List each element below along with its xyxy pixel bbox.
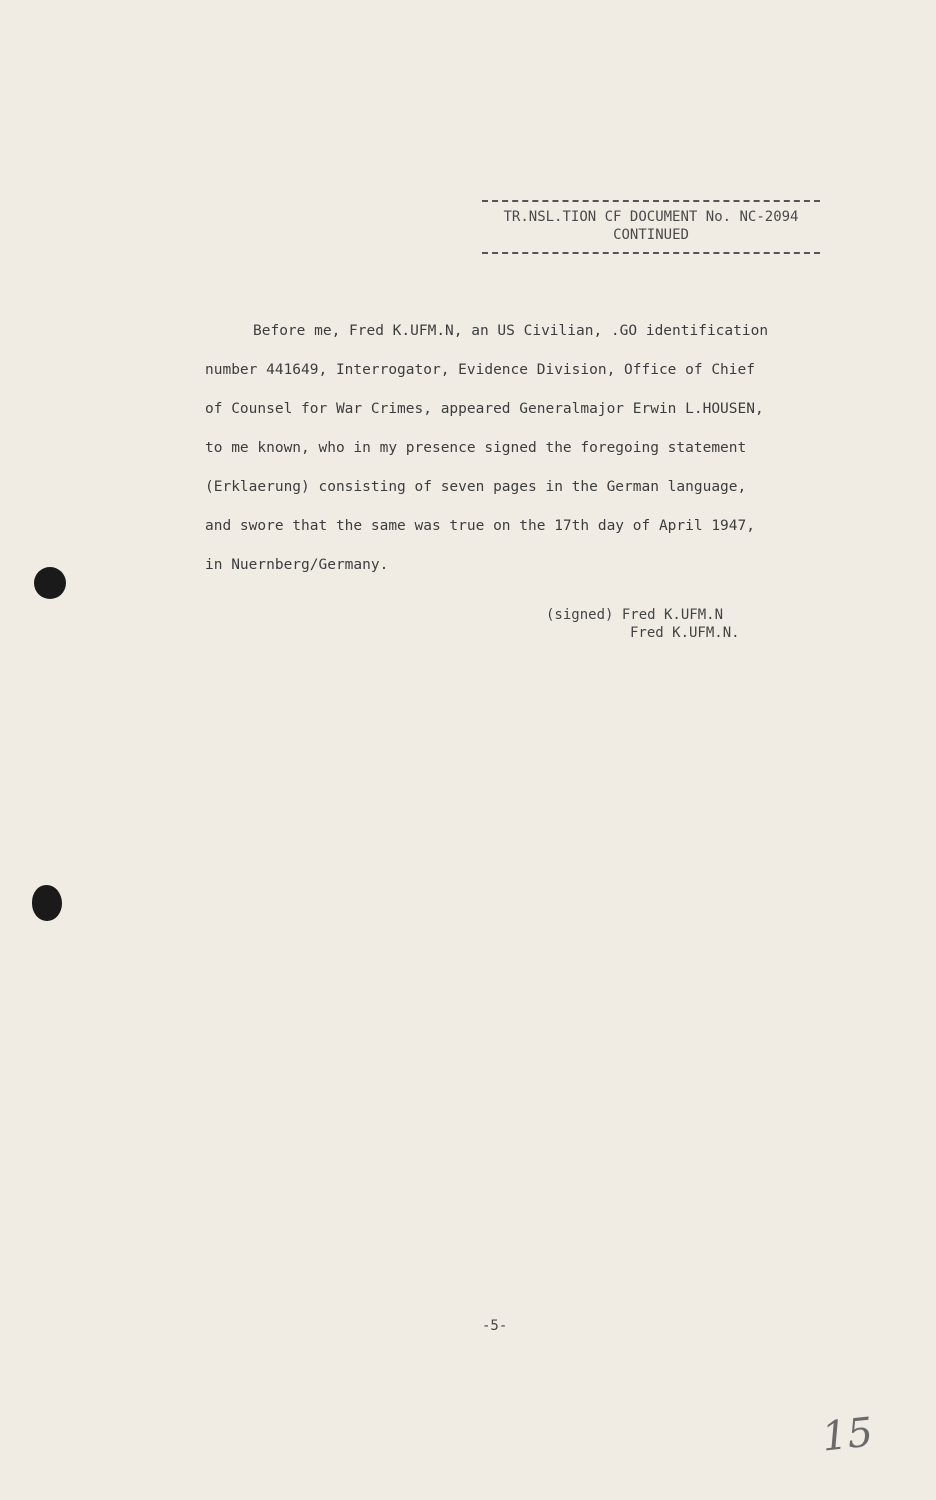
signature-block <box>546 606 740 642</box>
paragraph-line: of Counsel for War Crimes, appeared Generalmajor Erwin L.HOUSEN, <box>205 401 764 417</box>
header-rule-bottom <box>482 252 820 254</box>
paragraph-line: number 441649, Interrogator, Evidence Division, Office of Chief <box>205 362 755 378</box>
paragraph-line: Before me, Fred K.UFM.N, an US Civilian, .GO identification <box>253 323 769 339</box>
document-header <box>482 200 820 254</box>
paragraph-line: (Erklaerung) consisting of seven pages in the German language, <box>205 479 747 495</box>
handwritten-page-number: 15 <box>819 1409 876 1461</box>
header-rule-top <box>482 200 820 202</box>
header-subtitle: CONTINUED <box>613 227 689 243</box>
affidavit-paragraph <box>205 312 825 585</box>
punch-hole <box>32 885 62 921</box>
paragraph-line: in Nuernberg/Germany. <box>205 557 389 573</box>
page-number: -5- <box>482 1318 508 1334</box>
paragraph-line: to me known, who in my presence signed the foregoing statement <box>205 440 747 456</box>
paragraph-line: and swore that the same was true on the 17th day of April 1947, <box>205 518 755 534</box>
signature-line: (signed) Fred K.UFM.N <box>546 607 724 623</box>
header-title: TR.NSL.TION CF DOCUMENT No. NC-2094 <box>503 209 799 225</box>
signature-name: Fred K.UFM.N. <box>630 625 740 641</box>
punch-hole <box>34 567 66 599</box>
